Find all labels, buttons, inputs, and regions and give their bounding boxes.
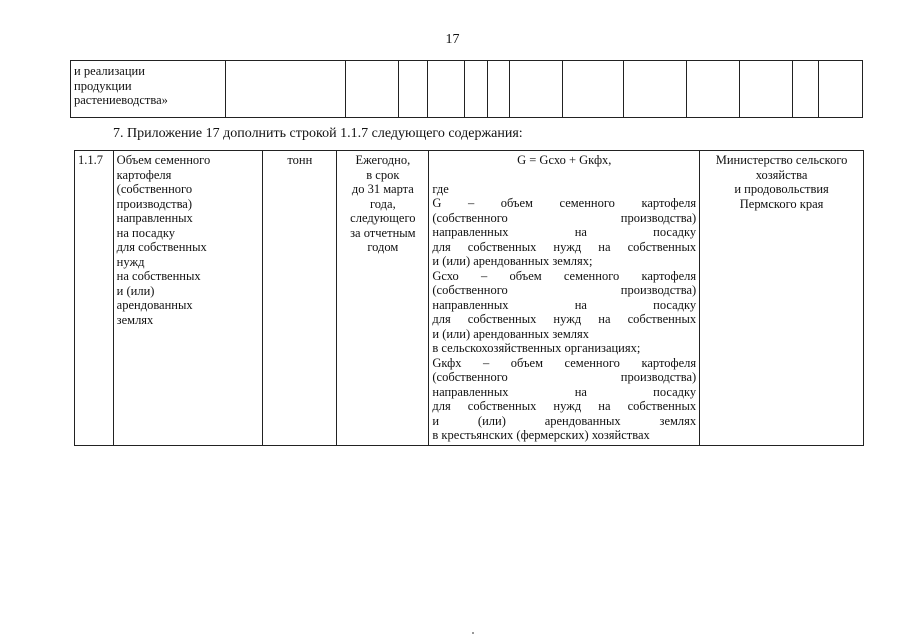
definition-line: (собственного производства) xyxy=(432,210,697,225)
table-row xyxy=(71,61,863,118)
term-line: года, xyxy=(369,196,396,211)
name-line: на собственных xyxy=(116,269,201,283)
indicator-name xyxy=(113,151,263,446)
name-line: производства) xyxy=(116,196,193,211)
definition-line: (собственного производства) xyxy=(432,283,697,297)
definition-line: для собственных нужд на собственных xyxy=(432,399,697,413)
amendment-paragraph: 7. Приложение 17 дополнить строкой 1.1.7 следующего содержания: xyxy=(113,126,523,141)
empty-cell xyxy=(819,61,863,118)
definition-line: в сельскохозяйственных организациях; xyxy=(432,341,641,355)
where-label: где xyxy=(432,181,449,196)
org-line: Пермского края xyxy=(739,196,824,211)
name-line: и (или) xyxy=(116,283,155,298)
deadline-cell xyxy=(337,151,429,446)
definition-line: (собственного производства) xyxy=(432,370,697,384)
org-line: и продовольствия xyxy=(734,182,829,196)
definition-line: направленных на посадку xyxy=(432,225,697,239)
definition-line: Gсхо – объем семенного картофеля xyxy=(432,268,697,283)
term-line: до 31 марта xyxy=(351,182,414,196)
table-row xyxy=(75,151,864,446)
indicator-table xyxy=(74,150,864,446)
unit-cell: тонн xyxy=(263,151,337,446)
empty-cell xyxy=(427,61,465,118)
term-line: Ежегодно, xyxy=(355,153,411,167)
row-number: 1.1.7 xyxy=(75,151,114,446)
name-line: нужд xyxy=(116,254,145,269)
name-line: (собственного xyxy=(116,182,193,196)
definition-line: и (или) арендованных землях xyxy=(432,413,697,428)
empty-cell xyxy=(225,61,345,118)
term-line: за отчетным xyxy=(350,225,416,240)
empty-cell xyxy=(510,61,563,118)
empty-cell xyxy=(739,61,792,118)
definition-line: для собственных нужд на собственных xyxy=(432,239,697,254)
empty-cell xyxy=(346,61,399,118)
org-line: хозяйства xyxy=(755,167,808,182)
name-line: на посадку xyxy=(116,225,176,240)
term-line: годом xyxy=(367,240,399,254)
name-line: землях xyxy=(116,312,154,327)
definition-line: G – объем семенного картофеля xyxy=(432,196,697,210)
name-line: Объем семенного xyxy=(116,153,211,167)
empty-cell xyxy=(399,61,427,118)
page-number: 17 xyxy=(445,32,460,47)
cell-line: растениеводства» xyxy=(74,93,168,107)
name-line: картофеля xyxy=(116,167,172,182)
formula-cell xyxy=(429,151,700,446)
definition-line: направленных на посадку xyxy=(432,384,697,399)
definition-line: Gкфх – объем семенного картофеля xyxy=(432,355,697,370)
responsible-org-cell xyxy=(700,151,864,446)
empty-cell xyxy=(686,61,739,118)
name-line: для собственных xyxy=(116,240,207,254)
definition-line: в крестьянских (фермерских) хозяйствах xyxy=(432,428,650,442)
name-line: арендованных xyxy=(116,298,193,312)
cell-line: продукции xyxy=(74,78,132,93)
name-line: направленных xyxy=(116,211,193,225)
definition-line: и (или) арендованных землях xyxy=(432,326,589,341)
empty-cell xyxy=(465,61,487,118)
table-cell-name xyxy=(71,61,226,118)
previous-table-fragment xyxy=(70,60,863,118)
scan-mark xyxy=(472,632,474,634)
empty-cell xyxy=(793,61,819,118)
formula: G = Gсхо + Gкфх, xyxy=(517,153,612,167)
empty-cell xyxy=(624,61,687,118)
empty-cell xyxy=(563,61,624,118)
term-line: в срок xyxy=(366,167,400,182)
cell-line: и реализации xyxy=(74,64,145,78)
definition-line: направленных на посадку xyxy=(432,297,697,312)
empty-cell xyxy=(487,61,509,118)
definition-line: для собственных нужд на собственных xyxy=(432,312,697,326)
term-line: следующего xyxy=(350,211,416,225)
definition-line: и (или) арендованных землях; xyxy=(432,254,593,268)
org-line: Министерство сельского xyxy=(715,153,848,167)
